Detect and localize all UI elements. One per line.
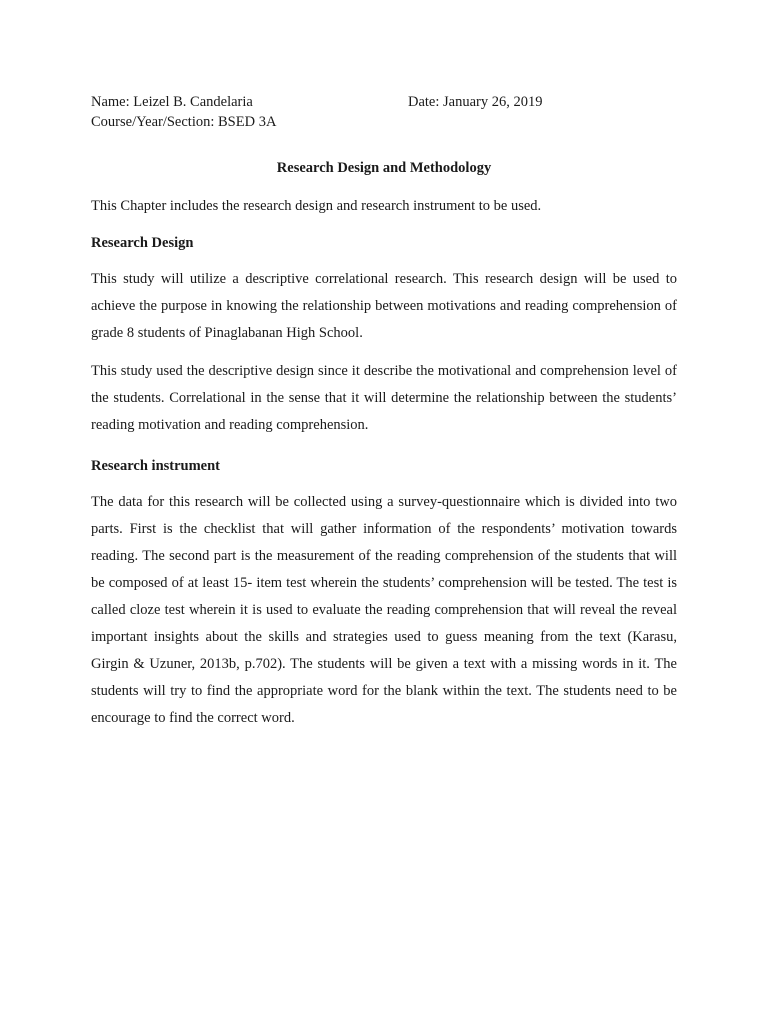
student-name: Name: Leizel B. Candelaria <box>91 94 253 110</box>
research-design-paragraph-2: This study used the descriptive design since it describe the motivational and comprehension level of the students. Correlational in the sense that it will determine the relationship between the students’ reading motivation and reading comprehension. <box>91 363 677 433</box>
research-instrument-paragraph-1: The data for this research will be collected using a survey-questionnaire which is divided into two parts. First is the checklist that will gather information of the respondents’ motivation towards reading. The second part is the measurement of the reading comprehension of the students that will be composed of at least 15- item test wherein the students’ comprehension will be tested. The test is called cloze test wherein it is used to evaluate the reading comprehension that will reveal the reveal important insights about the skills and strategies used to guess meaning from the text (Karasu, Girgin & Uzuner, 2013b, p.702). The students will be given a text with a missing words in it. The students will try to find the appropriate word for the blank within the text. The students need to be encourage to find the correct word. <box>91 494 677 726</box>
research-design-paragraph-1: This study will utilize a descriptive correlational research. This research design will be used to achieve the purpose in knowing the relationship between motivations and reading comprehension of grade 8 students of Pinaglabanan High School. <box>91 271 677 341</box>
document-date: Date: January 26, 2019 <box>408 94 543 110</box>
intro-paragraph: This Chapter includes the research design and research instrument to be used. <box>91 198 542 214</box>
header-name-date-line <box>91 92 677 112</box>
header-course-line <box>91 112 677 132</box>
section-heading-research-instrument: Research instrument <box>91 458 221 474</box>
course-year-section: Course/Year/Section: BSED 3A <box>91 114 277 130</box>
section-heading-research-design: Research Design <box>91 235 194 251</box>
document-content <box>91 92 677 732</box>
document-title: Research Design and Methodology <box>276 160 492 176</box>
